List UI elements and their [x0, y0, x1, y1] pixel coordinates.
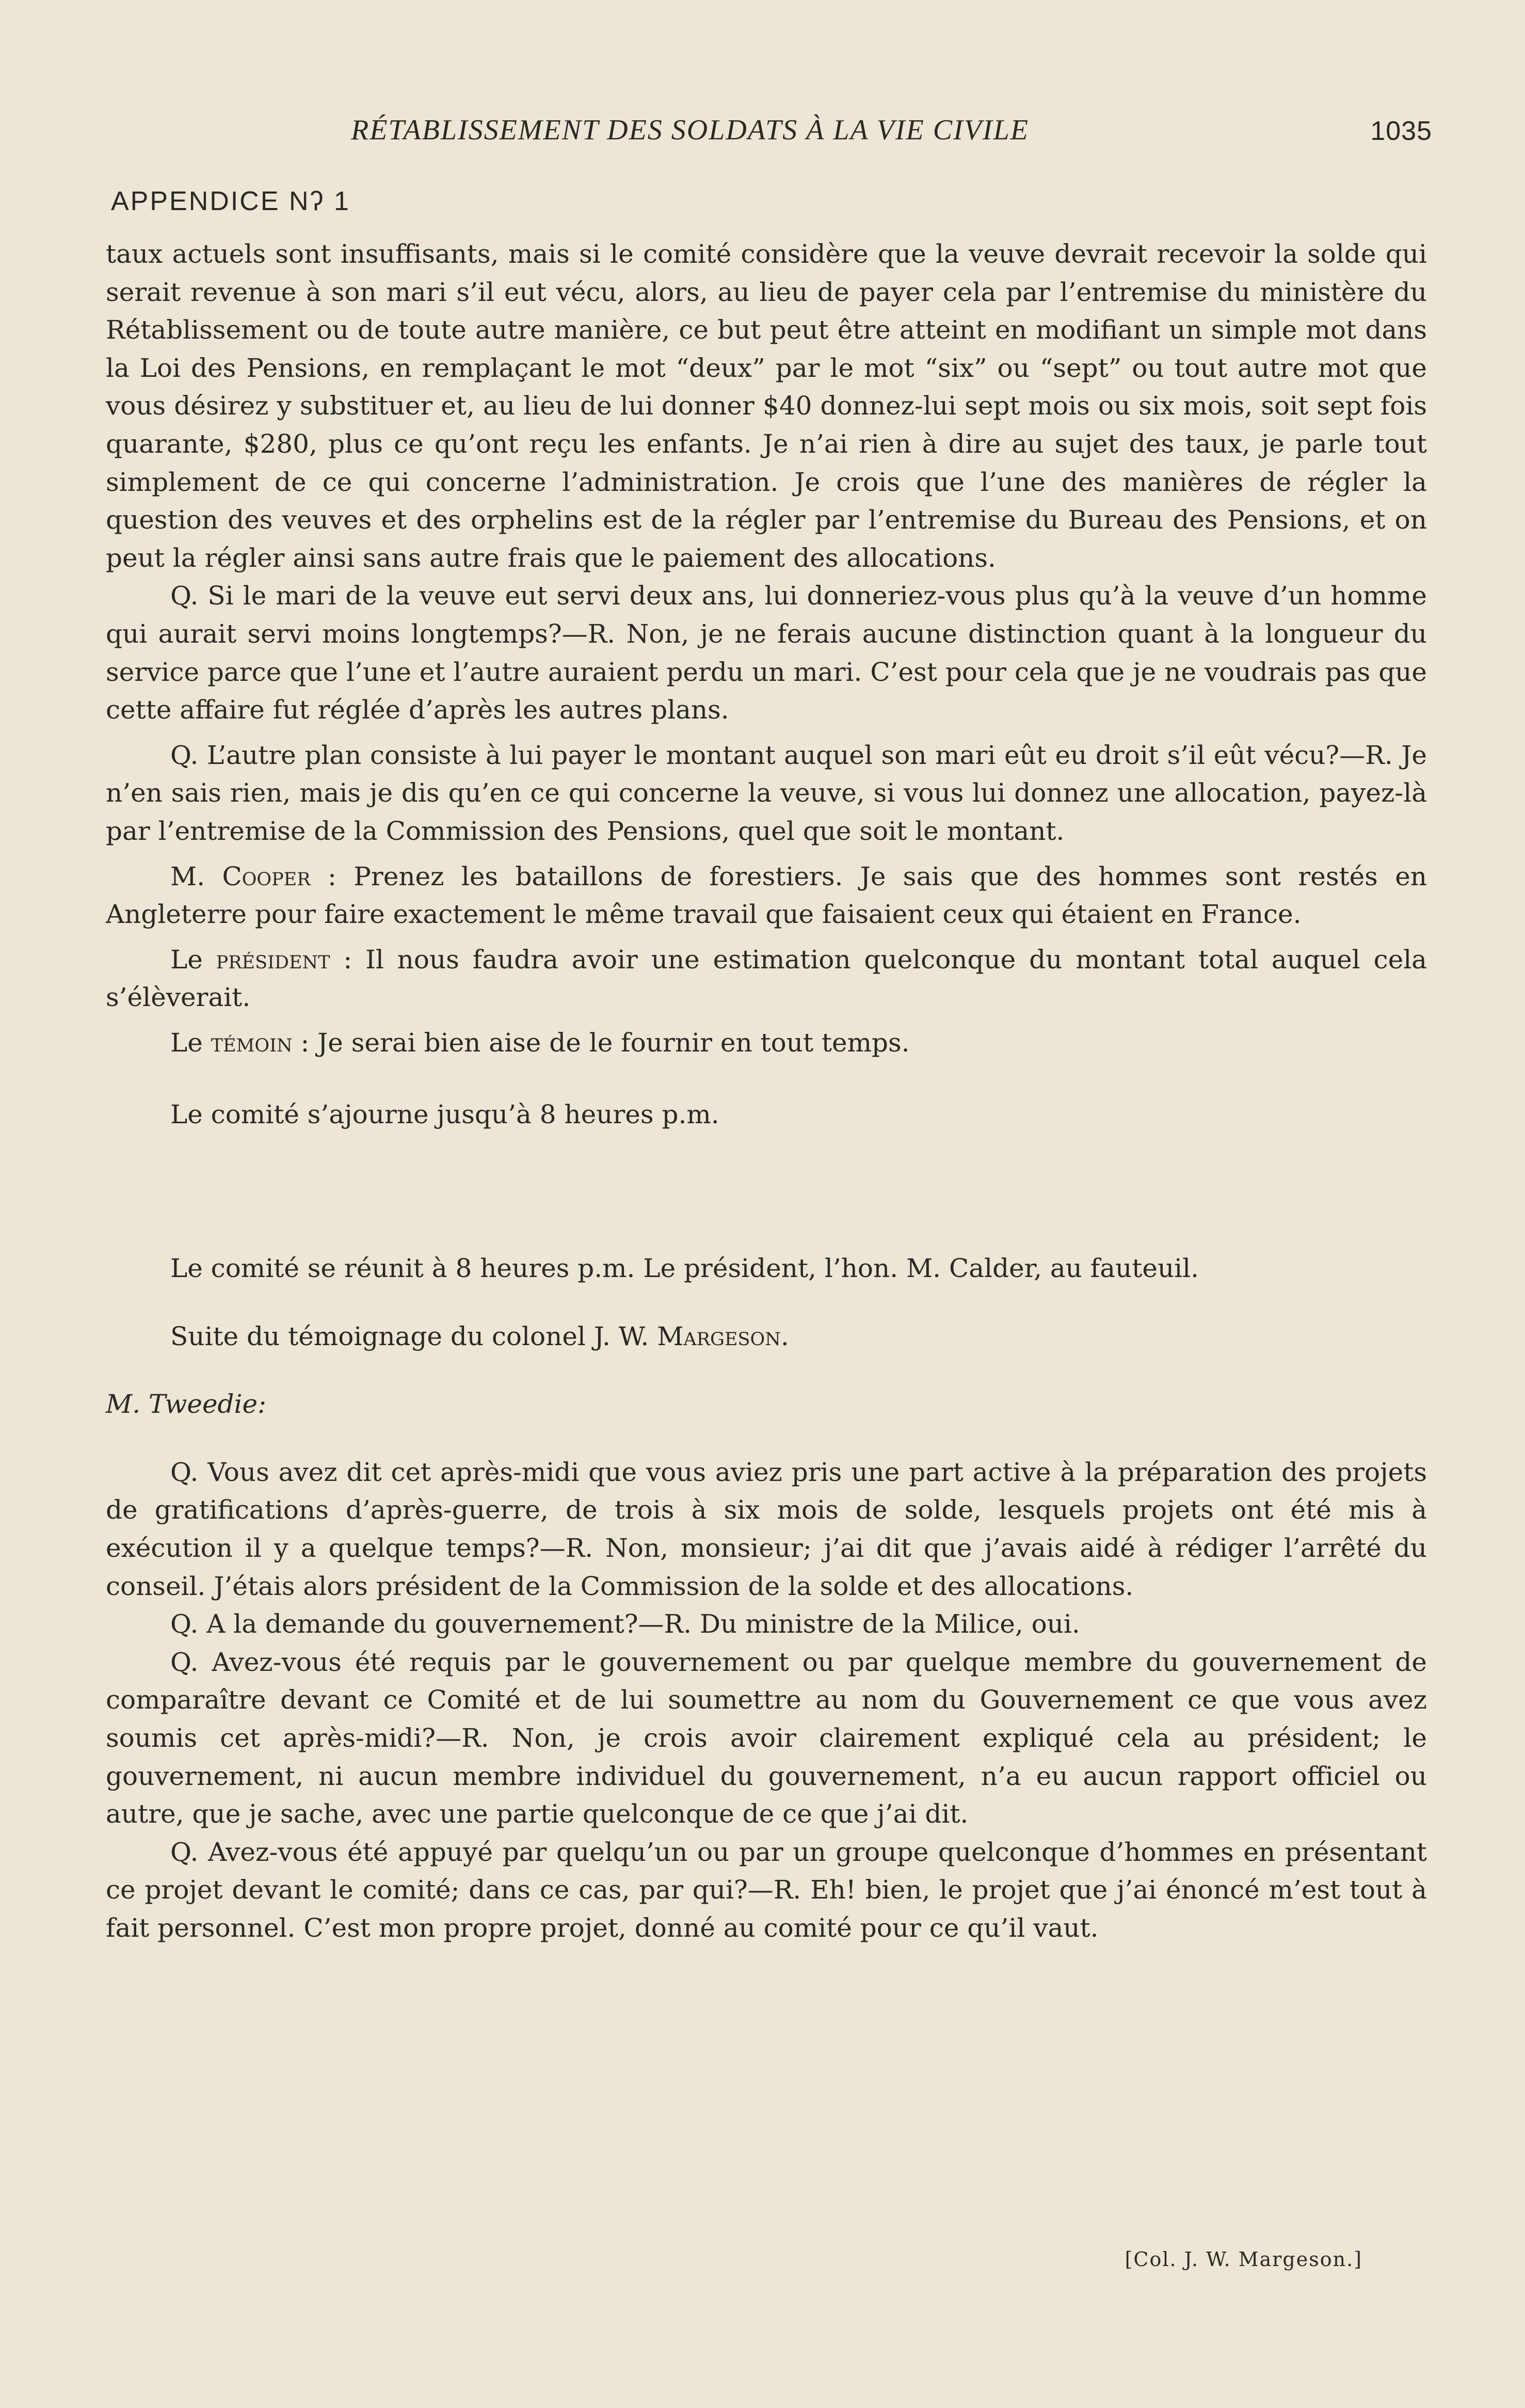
- testimony-continuation: [106, 1318, 1427, 1356]
- appendix-label: APPENDICE Nʔ 1: [111, 186, 350, 216]
- speaker-paragraph: [106, 858, 1427, 934]
- speaker-text: : Il nous faudra avoir une estimation quelconque du montant total auquel cela s’élèverait.: [106, 944, 1427, 1013]
- question-paragraph: Q. Avez-vous été requis par le gouvernement ou par quelque membre du gouvernement de comparaître devant ce Comité et de lui soumettre au nom du Gouvernement ce que vous avez soumis cet après-midi?—R. Non, je crois avoir clairement expliqué cela au président; le gouvernement, ni aucun membre individuel du gouvernement, n’a eu aucun rapport officiel ou autre, que je sache, avec une partie quelconque de ce que j’ai dit.: [106, 1647, 1427, 1829]
- question-paragraph: Q. Vous avez dit cet après-midi que vous aviez pris une part active à la préparation des projets de gratifications d’après-guerre, de trois à six mois de solde, lesquels projets ont été mis à exécution il y a quelque temps?—R. Non, monsieur; j’ai dit que j’avais aidé à rédiger l’arrêté du conseil. J’étais alors président de la Commission de la solde et des allocations.: [106, 1457, 1427, 1601]
- examiner-heading: M. Tweedie:: [106, 1389, 266, 1420]
- speaker-name: président: [216, 944, 330, 975]
- body-text: [106, 235, 1427, 1948]
- question-paragraph: Q. A la demande du gouvernement?—R. Du ministre de la Milice, oui.: [170, 1609, 1080, 1639]
- question-paragraph: Q. Si le mari de la veuve eut servi deux ans, lui donneriez-vous plus qu’à la veuve d’un homme qui aurait servi moins longtemps?—R. Non, je ne ferais aucune distinction quant à la longueur du service parce que l’une et l’autre auraient perdu un mari. C’est pour cela que je ne voudrais pas que cette affaire fut réglée d’après les autres plans.: [106, 581, 1427, 725]
- running-title: RÉTABLISSEMENT DES SOLDATS À LA VIE CIVILE: [351, 114, 1029, 146]
- speaker-name: témoin: [211, 1027, 293, 1058]
- speaker-name: M. Cooper: [170, 861, 311, 891]
- question-paragraph: Q. L’autre plan consiste à lui payer le montant auquel son mari eût eu droit s’il eût vécu?—R. Je n’en sais rien, mais je dis qu’en ce qui concerne la veuve, si vous lui donnez une allocation, payez-là par l’entremise de la Commission des Pensions, quel que soit le montant.: [106, 740, 1427, 846]
- continuation-end: .: [780, 1321, 789, 1351]
- adjournment-note: Le comité s’ajourne jusqu’à 8 heures p.m.: [170, 1099, 719, 1130]
- speaker-text: : Prenez les bataillons de forestiers. Je sais que des hommes sont restés en Angleterre pour faire exactement le même travail que faisaient ceux qui étaient en France.: [106, 861, 1427, 930]
- speaker-text: : Je serai bien aise de le fournir en tout temps.: [292, 1027, 910, 1058]
- question-paragraph: Q. Avez-vous été appuyé par quelqu’un ou par un groupe quelconque d’hommes en présentant ce projet devant le comité; dans ce cas, par qui?—R. Eh! bien, le projet que j’ai énoncé m’est tout à fait personnel. C’est mon propre projet, donné au comité pour ce qu’il vaut.: [106, 1837, 1427, 1943]
- speaker-prefix: Le: [170, 1027, 211, 1058]
- speaker-paragraph: [106, 941, 1427, 1017]
- speaker-paragraph: [106, 1024, 1427, 1062]
- speaker-prefix: Le: [170, 944, 216, 975]
- continuation-text: Suite du témoignage du colonel J. W.: [170, 1321, 657, 1351]
- session-note: Le comité se réunit à 8 heures p.m. Le président, l’hon. M. Calder, au fauteuil.: [170, 1253, 1199, 1284]
- page-header: [108, 114, 1432, 155]
- page-number: 1035: [1370, 116, 1432, 146]
- paragraph: taux actuels sont insuffisants, mais si le comité considère que la veuve devrait recevoir la solde qui serait revenue à son mari s’il eut vécu, alors, au lieu de payer cela par l’entremise du ministère du Rétablissement ou de toute autre manière, ce but peut être atteint en modifiant un simple mot dans la Loi des Pensions, en remplaçant le mot “deux” par le mot “six” ou “sept” ou tout autre mot que vous désirez y substituer et, au lieu de lui donner $40 donnez-lui sept mois ou six mois, soit sept fois quarante, $280, plus ce qu’ont reçu les enfants. Je n’ai rien à dire au sujet des taux, je parle tout simplement de ce qui concerne l’administration. Je crois que l’une des manières de régler la question des veuves et des orphelins est de la régler par l’entremise du Bureau des Pensions, et on peut la régler ainsi sans autre frais que le paiement des allocations.: [106, 239, 1427, 573]
- witness-name: Margeson: [657, 1321, 781, 1351]
- signature-reference: [Col. J. W. Margeson.]: [1125, 2248, 1362, 2271]
